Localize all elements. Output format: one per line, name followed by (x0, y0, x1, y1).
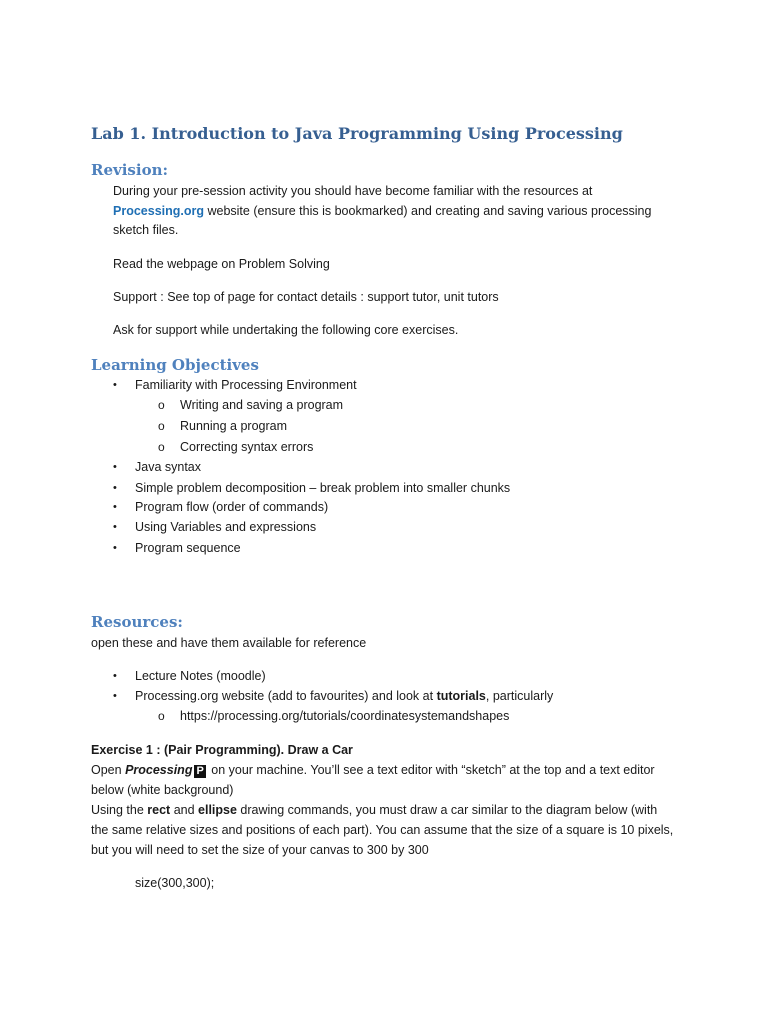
resource-item-text: Processing.org website (add to favourites) and look at (135, 689, 437, 703)
objective-item: Familiarity with Processing Environment (135, 378, 357, 392)
tutorials-text: tutorials (436, 689, 486, 703)
resources-heading: Resources: (91, 613, 183, 631)
bullet-icon: • (113, 542, 117, 554)
bullet-icon: • (113, 521, 117, 533)
bullet-icon: • (113, 482, 117, 494)
bullet-icon: • (113, 501, 117, 513)
page-title: Lab 1. Introduction to Java Programming Using Processing (91, 124, 623, 143)
bullet-icon: • (113, 670, 117, 682)
exercise-line-3 (91, 803, 657, 817)
objective-subitem: Correcting syntax errors (180, 440, 314, 454)
bullet-icon: • (113, 461, 117, 473)
objective-item: Simple problem decomposition – break problem into smaller chunks (135, 481, 511, 495)
resource-item: Lecture Notes (moodle) (135, 669, 266, 683)
tutorial-url-link[interactable]: https://processing.org/tutorials/coordinatesystemandshapes (180, 709, 510, 723)
revision-ask-support: Ask for support while undertaking the following core exercises. (113, 323, 459, 337)
exercise-line-1 (91, 763, 655, 778)
exercise-text: on your machine. You’ll see a text editor with “sketch” at the top and a text editor (207, 763, 655, 777)
processing-app-name: Processing (125, 763, 193, 777)
bullet-icon: • (113, 690, 117, 702)
exercise-text: Open (91, 763, 126, 777)
exercise-text: drawing commands, you must draw a car similar to the diagram below (with (236, 803, 658, 817)
revision-line-1: During your pre-session activity you should have become familiar with the resources at (113, 184, 593, 198)
ellipse-command: ellipse (198, 803, 237, 817)
resource-item (135, 689, 553, 703)
objective-item: Using Variables and expressions (135, 520, 317, 534)
objectives-heading: Learning Objectives (91, 356, 259, 374)
resources-intro: open these and have them available for reference (91, 636, 367, 650)
exercise-line-4: the same relative sizes and positions of each part). You can assume that the size of a square is 10 pixels, (91, 823, 674, 837)
objective-item: Program flow (order of commands) (135, 500, 329, 514)
sub-bullet-icon: o (158, 398, 165, 412)
revision-support: Support : See top of page for contact details : support tutor, unit tutors (113, 290, 499, 304)
exercise-heading: Exercise 1 : (Pair Programming). Draw a Car (91, 743, 353, 757)
exercise-text: Using the (91, 803, 148, 817)
revision-line-3: sketch files. (113, 223, 179, 237)
exercise-line-2: below (white background) (91, 783, 234, 797)
sub-bullet-icon: o (158, 709, 165, 723)
objective-subitem: Writing and saving a program (180, 398, 344, 412)
exercise-line-5: but you will need to set the size of your canvas to 300 by 300 (91, 843, 429, 857)
processing-org-link[interactable]: Processing.org (113, 204, 204, 218)
code-size-call: size(300,300); (135, 876, 215, 890)
resource-item-text-end: , particularly (485, 689, 554, 703)
exercise-text: and (170, 803, 199, 817)
revision-problem-solving: Read the webpage on Problem Solving (113, 257, 330, 271)
sub-bullet-icon: o (158, 419, 165, 433)
rect-command: rect (147, 803, 171, 817)
objective-subitem: Running a program (180, 419, 288, 433)
sub-bullet-icon: o (158, 440, 165, 454)
objective-item: Java syntax (135, 460, 202, 474)
processing-icon: P (196, 765, 204, 777)
objective-item: Program sequence (135, 541, 241, 555)
revision-heading: Revision: (91, 161, 169, 179)
revision-line-2 (113, 204, 651, 218)
revision-line-2-text: website (ensure this is bookmarked) and creating and saving various processing (204, 204, 652, 218)
bullet-icon: • (113, 379, 117, 391)
